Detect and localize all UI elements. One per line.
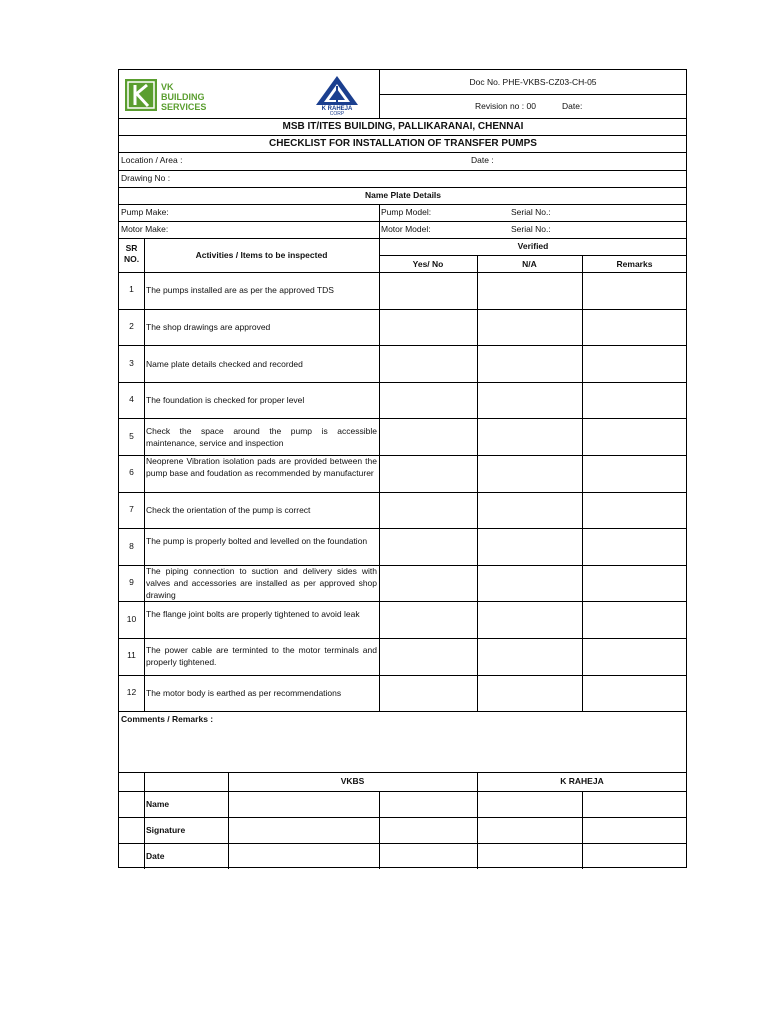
row-number: 9 (129, 577, 134, 588)
row-activity: Name plate details checked and recorded (146, 358, 303, 369)
row-number: 8 (129, 540, 134, 551)
k-raheja-column-header: K RAHEJA (560, 776, 604, 786)
row-activity: The piping connection to suction and delivery sides with valves and accessories are installed as per approved shop drawing (146, 566, 377, 601)
building-title: MSB IT/ITES BUILDING, PALLIKARANAI, CHENNAI (282, 121, 524, 132)
vk-logo-text-2: BUILDING (161, 92, 205, 102)
row-number: 10 (126, 613, 137, 624)
checklist-title: CHECKLIST FOR INSTALLATION OF TRANSFER PUMPS (269, 138, 537, 149)
row-number: 12 (126, 686, 137, 697)
vk-building-services-logo (125, 79, 225, 118)
row-number: 5 (129, 430, 134, 441)
row-activity: The power cable are terminted to the motor terminals and properly tightened. (146, 645, 377, 668)
comments-remarks-label: Comments / Remarks : (121, 714, 214, 724)
row-number: 1 (129, 284, 134, 295)
motor-make-label: Motor Make: (121, 224, 169, 234)
row-activity: Check the space around the pump is accessible maintenance, service and inspection (146, 425, 377, 448)
row-number: 7 (129, 503, 134, 514)
revision-number: Revision no : 00 (475, 101, 536, 111)
location-area-label: Location / Area : (121, 155, 183, 165)
pump-make-label: Pump Make: (121, 207, 169, 217)
row-activity: The flange joint bolts are properly tightened to avoid leak (146, 608, 360, 619)
signoff-date-label: Date (146, 851, 165, 861)
signature-label: Signature (146, 825, 186, 835)
row-number: 2 (129, 320, 134, 331)
row-activity: The foundation is checked for proper level (146, 395, 305, 406)
name-label: Name (146, 799, 170, 809)
na-header: N/A (522, 259, 537, 269)
vk-logo-text-1: VK (161, 82, 174, 92)
doc-number: Doc No. PHE-VKBS-CZ03-CH-05 (469, 77, 597, 87)
vk-logo-text-3: SERVICES (161, 102, 207, 112)
activities-header: Activities / Items to be inspected (195, 250, 328, 260)
row-activity: Neoprene Vibration isolation pads are provided between the pump base and foudation as recommended by manufacturer (146, 456, 377, 479)
verified-header: Verified (517, 241, 549, 251)
row-number: 4 (129, 394, 134, 405)
row-activity: The shop drawings are approved (146, 321, 271, 332)
kr-logo-text-2: CORP (329, 111, 345, 115)
row-number: 3 (129, 357, 134, 368)
name-plate-details-heading: Name Plate Details (364, 190, 442, 200)
yes-no-header: Yes/ No (412, 259, 444, 269)
pump-serial-label: Serial No.: (511, 207, 551, 217)
info-date-label: Date : (471, 155, 494, 165)
remarks-header: Remarks (616, 259, 653, 269)
pump-model-label: Pump Model: (381, 207, 432, 217)
vkbs-column-header: VKBS (340, 776, 365, 786)
header-date-label: Date: (562, 101, 583, 111)
row-activity: The pump is properly bolted and levelled on the foundation (146, 535, 368, 546)
row-number: 11 (127, 650, 136, 661)
row-activity: Check the orientation of the pump is correct (146, 504, 311, 515)
row-activity: The motor body is earthed as per recommendations (146, 687, 342, 698)
motor-serial-label: Serial No.: (511, 224, 551, 234)
drawing-no-label: Drawing No : (121, 173, 171, 183)
row-activity: The pumps installed are as per the approved TDS (146, 285, 334, 296)
motor-model-label: Motor Model: (381, 224, 431, 234)
checklist-sheet (118, 69, 687, 868)
row-number: 6 (129, 467, 134, 478)
sr-no-header: SR NO. (123, 243, 140, 264)
k-raheja-corp-logo (309, 75, 365, 120)
kr-logo-text-1: K RAHEJA (321, 106, 353, 112)
